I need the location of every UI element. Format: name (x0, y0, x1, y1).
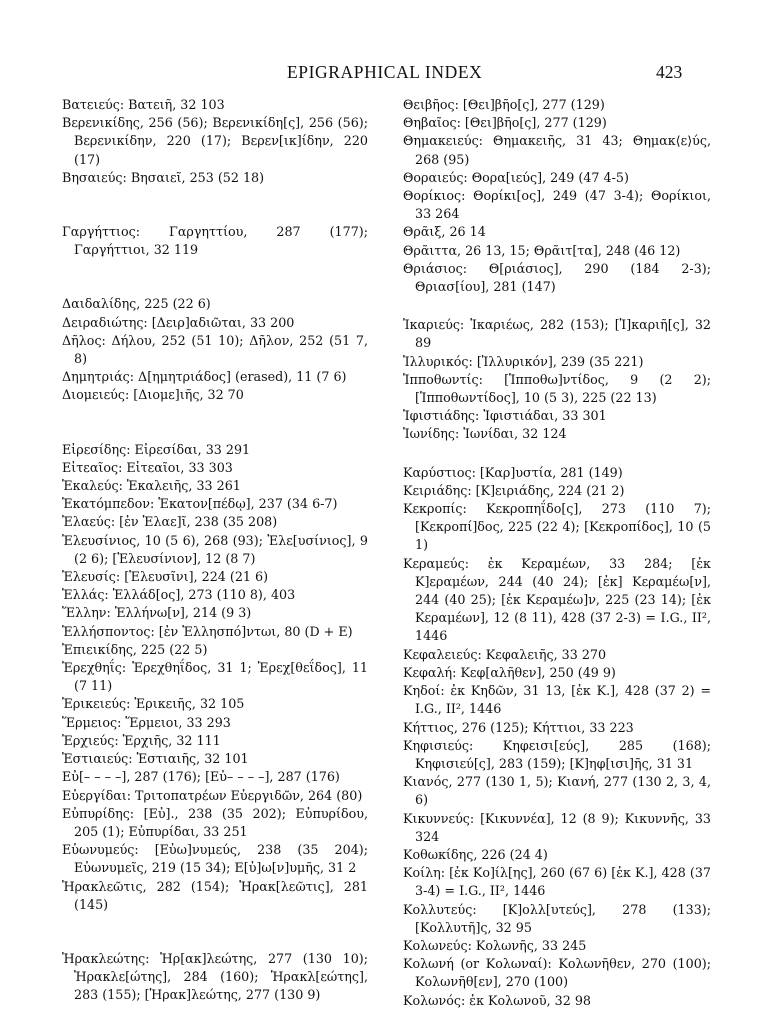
index-entry: Ἑστιαιεύς: Ἑστιαιῆς, 32 101 (62, 751, 249, 767)
index-entry: Εὐ[– – – –], 287 (176); [Εὐ– – – –], 287 (176) (62, 769, 340, 785)
index-entry: Θειβῆος: [Θει]βῆο[ς], 277 (129) (403, 97, 605, 112)
index-entry: Ἕρμειος: Ἕρμειοι, 33 293 (62, 714, 231, 730)
index-entry: Εὐπυρίδης: [Εὐ]., 238 (35 202); Εὐπυρίδου, 205 (1); Εὐπυρίδαι, 33 251 (62, 805, 368, 839)
index-entry: Ἱπποθωντίς: [Ἱπποθω]ντίδος, 9 (2 2); [Ἱπποθωντίδος], 10 (5 3), 225 (22 13) (403, 371, 711, 406)
running-title: EPIGRAPHICAL INDEX (287, 62, 483, 82)
index-entry: Ἐπιεικίδης, 225 (22 5) (62, 641, 208, 657)
index-entry: Ἑκατόμπεδον: Ἑκατον[πέδῳ], 237 (34 6-7) (62, 496, 338, 512)
index-entry: Κολωνεύς: Κολωνῆς, 33 245 (403, 937, 587, 953)
index-entry: Κεφαλή: Κεφ[αλῆθεν], 250 (49 9) (403, 664, 616, 680)
index-entry: Εὐωνυμεύς: [Εὐω]νυμεύς, 238 (35 204); Εὐωνυμεῖς, 219 (15 34); Ε[ὐ]ω[ν]υμῆς, 31 2 (62, 842, 368, 876)
index-entry: Κηφισιεύς: Κηφεισι[εύς], 285 (168); Κηφισιεύ[ς], 283 (159); [Κ]ηφ[ισι]ῆς, 31 31 (403, 737, 711, 771)
index-entry: Ἐρχιεύς: Ἐρχιῆς, 32 111 (62, 732, 221, 748)
index-entry: Κολλυτεύς: [Κ]ολλ[υτεύς], 278 (133); [Κολλυτῆ]ς, 32 95 (403, 901, 711, 935)
index-entry: Κεφαλειεύς: Κεφαλειῆς, 33 270 (403, 646, 607, 662)
index-entry: Ἐρεχθηΐς: Ἐρεχθηΐδος, 31 1; Ἐρεχ[θεΐδος], 11 (7 11) (62, 660, 368, 694)
index-entry: Ἐλευσίνιος, 10 (5 6), 268 (93); Ἐλε[υσίνιος], 9 (2 6); [Ἐλευσίνιον], 12 (8 7) (62, 532, 368, 566)
index-entry: Κολωνός: ἐκ Κολωνοῦ, 32 98 (403, 992, 591, 1008)
index-entry: Καρύστιος: [Καρ]υστία, 281 (149) (403, 464, 623, 480)
index-entry: Κολωνή (or Κολωναί): Κολωνῆθεν, 270 (100); Κολωνῆθ[εν], 270 (100) (403, 956, 711, 990)
index-entry: Ἐλαεύς: [ἐν Ἐλαε]ῖ, 238 (35 208) (62, 514, 278, 530)
index-entry: Ἐρικειεύς: Ἐρικειῆς, 32 105 (62, 696, 245, 712)
index-entry: Κεκροπίς: Κεκροπηΐδο[ς], 273 (110 7); [Κεκροπί]δος, 225 (22 4); [Κεκροπίδος], 10 (5 1) (403, 501, 711, 553)
index-entry: Εὐεργίδαι: Τριτοπατρέων Εὐεργιδῶν, 264 (80) (62, 787, 363, 803)
index-entry: Θρᾶιξ, 26 14 (403, 224, 486, 240)
index-entry: Κηδοί: ἐκ Κηδῶν, 31 13, [ἐκ Κ.], 428 (37 2) = I.G., II², 1446 (403, 683, 711, 717)
index-entry: Κεραμεύς: ἐκ Κεραμέων, 33 284; [ἐκ Κ]εραμέων, 244 (40 24); [ἐκ] Κεραμέω[ν], 244 (40 25); [ἐκ Κεραμέω]ν, 225 (23 14); [ἐκ Κεραμέων], 12 (8 11), 428 (37 2-3) = I.G., II², 1446 (403, 555, 711, 644)
index-entry: Βησαιεύς: Βησαιεῖ, 253 (52 18) (62, 169, 265, 185)
index-entry: Εἰρεσίδης: Εἰρεσίδαι, 33 291 (62, 441, 251, 457)
index-entry: Κοίλη: [ἐκ Κο]ίλ[ης], 260 (67 6) [ἐκ Κ.], 428 (37 3-4) = I.G., II², 1446 (403, 865, 711, 899)
index-entry: Ἑλλήσποντος: [ἐν Ἑλλησπό]ντωι, 80 (D + E) (62, 623, 353, 639)
index-entry: Θρᾶιττα, 26 13, 15; Θρᾶιτ[τα], 248 (46 12) (403, 242, 681, 258)
index-entry: Βερενικίδης, 256 (56); Βερενικίδη[ς], 256 (56); Βερενικίδην, 220 (17); Βερεν[ικ]ίδην, 220 (17) (62, 115, 368, 167)
right-column (403, 96, 711, 1010)
index-entry: Ἰκαριεύς: Ἰκαριέως, 282 (153); [Ἰ]καριῆ[ς], 32 89 (403, 317, 711, 351)
index-entry: Ἑλλάς: Ἑλλάδ[ος], 273 (110 8), 403 (62, 587, 296, 603)
index-entry: Θημακειεύς: Θημακειῆς, 31 43; Θημακ⟨ε⟩ύς, 268 (95) (403, 133, 711, 167)
index-entry: Θοραιεύς: Θορα[ιεύς], 249 (47 4-5) (403, 169, 629, 185)
left-column (62, 96, 368, 1005)
index-entry: Θριάσιος: Θ[ριάσιος], 290 (184 2-3); Θριασ[ίου], 281 (147) (403, 260, 711, 295)
index-entry: Κειριάδης: [Κ]ειριάδης, 224 (21 2) (403, 482, 625, 498)
index-entry: Κικυννεύς: [Κικυννέα], 12 (8 9); Κικυννῆς, 33 324 (403, 810, 711, 844)
index-entry: Κήττιος, 276 (125); Κήττιοι, 33 223 (403, 719, 634, 735)
index-entry: Εἰτεαῖος: Εἰτεαῖοι, 33 303 (62, 459, 233, 475)
index-entry: Ἰωνίδης: Ἰωνίδαι, 32 124 (403, 426, 567, 442)
index-entry: Γαργήττιος: Γαργηττίου, 287 (177); Γαργήττιοι, 32 119 (62, 224, 368, 258)
page-header (0, 62, 773, 86)
index-entry: Κοθωκίδης, 226 (24 4) (403, 846, 548, 862)
index-entry: Ἐλευσίς: [Ἐλευσῖνι], 224 (21 6) (62, 569, 269, 585)
index-entry: Δαιδαλίδης, 225 (22 6) (62, 296, 211, 312)
index-entry: Δῆλος: Δήλου, 252 (51 10); Δῆλον, 252 (51 7, 8) (62, 332, 368, 367)
index-entry: Ἰφιστιάδης: Ἰφιστιάδαι, 33 301 (403, 408, 607, 424)
index-entry: Θηβαῖος: [Θει]βῆο[ς], 277 (129) (403, 115, 607, 131)
index-entry: Κιανός, 277 (130 1, 5); Κιανή, 277 (130 2, 3, 4, 6) (403, 774, 711, 808)
index-entry: Δημητριάς: Δ[ημητριάδος] (erased), 11 (7 6) (62, 369, 347, 385)
index-entry: Βατειεύς: Βατειῆ, 32 103 (62, 97, 225, 112)
index-entry: Θορίκιος: Θορίκι[ος], 249 (47 3-4); Θορίκιοι, 33 264 (403, 188, 711, 222)
index-entry: Διομειεύς: [Διομε]ιῆς, 32 70 (62, 387, 244, 403)
page-number: 423 (656, 62, 683, 82)
index-entry: Ἡρακλεῶτις, 282 (154); Ἡρακ[λεῶτις], 281 (145) (62, 878, 368, 912)
index-entry: Δειραδιώτης: [Δειρ]αδιῶται, 33 200 (62, 314, 295, 330)
index-entry: Ἡρακλεώτης: Ἡρ[ακ]λεώτης, 277 (130 10); Ἡρακλε[ώτης], 284 (160); Ἡρακλ[εώτης], 283 (155); [Ἡρακ]λεώτης, 277 (130 9) (62, 950, 368, 1003)
index-entry: Ἰλλυρικός: [Ἰλλυρικόν], 239 (35 221) (403, 353, 644, 369)
index-entry: Ἕλλην: Ἑλλήνω[ν], 214 (9 3) (62, 605, 252, 621)
index-entry: Ἑκαλεύς: Ἑκαλειῆς, 33 261 (62, 478, 241, 494)
